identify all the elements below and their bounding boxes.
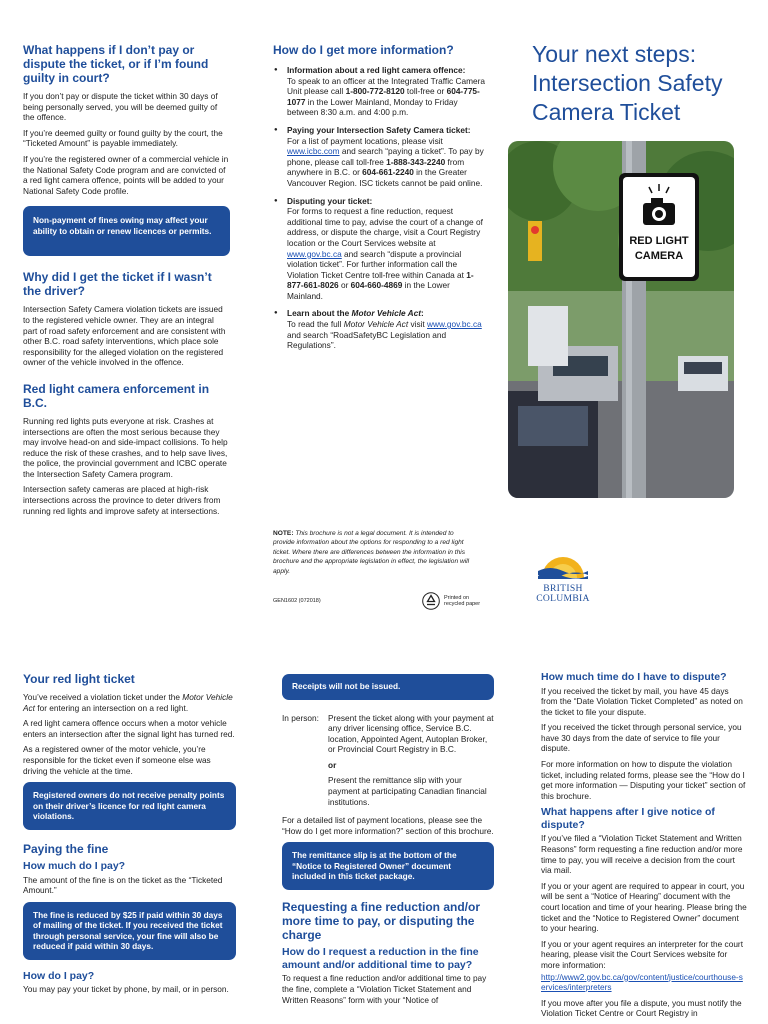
heading-request-reduction: How do I request a reduction in the fine amount and/or additional time to pay? [282,946,479,971]
para: Intersection Safety Camera violation tickets are issued to the registered vehicle owner. They are an integral part of road safety enforcement and are consistent with other B.C. road safety interventions, which place sole responsibility for the alleged violation on the registered owner of the vehicle involved in the offence. [23,304,226,368]
callout-receipts: Receipts will not be issued. [282,674,494,700]
callout-penalty-points: Registered owners do not receive penalty points on their driver’s licence for red light camera violations. [23,782,236,830]
para: For a detailed list of payment locations, please see the “How do I get more information?” section of this brochure. [282,815,494,836]
in-person-option: In person: Present the ticket along with your payment at any driver licensing office, Service B.C. location, Appointed Agent, Autoplan Broker, or Provincial Court Registry in B.C. [282,712,494,755]
list-item: ● Paying your Intersection Safety Camera ticket: For a list of payment locations, please visit www.icbc.com and search “paying a ticket”. To pay by phone, please call toll-free 1-888-343-2240 from anywhere in B.C. or 604-661-2240 in the Greater Vancouver Region. ISC tickets cannot be paid online. [273,125,485,189]
heading-how-pay: How do I pay? [23,969,95,982]
para: If you received the ticket through personal service, you have 30 days from the date of service to file your dispute. [541,722,742,754]
col-bottom-right [541,671,747,1024]
list-item: ● Disputing your ticket: For forms to request a fine reduction, request additional time to pay, advise the court of a change of address, or dispute the charge, visit a Court Registry location or the Court Services website at www.gov.bc.ca and search “dispute a provincial violation ticket”. For further information call the Violation Ticket Centre toll-free within Canada at 1-877-661-8026 or 604-660-4869 in the Lower Mainland. [273,196,485,302]
para: For more information on how to dispute the violation ticket, including related forms, please see the “How do I get more information — Disputing your ticket” section of this brochure. [541,759,746,801]
callout-non-payment: Non-payment of fines owing may affect your ability to obtain or renew licences or permits. [23,206,230,256]
bc-government-logo [530,545,596,604]
para: To request a fine reduction and/or additional time to pay the fine, complete a “Violation Ticket Statement and Written Reasons” form with your “Notice of [282,973,487,1005]
para: If you move after you file a dispute, you must notify the Violation Ticket Centre or Court Registry in [541,997,742,1019]
or-divider: or [328,759,337,770]
icbc-link[interactable]: www.icbc.com [287,146,340,157]
heading-why-ticket: Why did I get the ticket if I wasn’t the driver? [23,270,212,299]
sign-text-1: RED LIGHT [629,235,689,247]
para: If you’re the registered owner of a commercial vehicle in the National Safety Code program and are convicted of a red light camera offence, points will be added to your National Safety Code profile. [23,153,229,196]
col-top-left [23,43,230,521]
sign-text-2: CAMERA [634,250,684,262]
para: If you don’t pay or dispute the ticket within 30 days of being personally served, you will be deemed guilty of the offence. [23,91,218,123]
para: Present the remittance slip with your payment at participating Canadian financial institutions. [328,775,487,807]
doc-code: GEN1602 (072018) [273,598,321,604]
para: Intersection safety cameras are placed at high-risk intersections across the province to deter drivers from running red lights and improve safety at intersections. [23,484,221,516]
para: If you’re deemed guilty or found guilty by the court, the “Ticketed Amount” is payable immediately. [23,127,223,149]
para: If you received the ticket by mail, you have 45 days from the “Date Violation Ticket Completed” as noted on the ticket to file your dispute. [541,685,743,717]
bc-wordmark-1: BRITISH [543,583,583,594]
gov-bc-link[interactable]: www.gov.bc.ca [427,319,482,330]
heading-after-notice: What happens after I give notice of dispute? [541,806,715,831]
list-item: ● Information about a red light camera offence: To speak to an officer at the Integrated Traffic Camera Unit please call 1-800-772-8120 toll-free or 604-775-1077 in the Lower Mainland, Monday to Friday between 8:30 a.m. and 4:00 p.m. [273,65,485,118]
heading-how-much: How much do I pay? [23,860,126,873]
interpreters-link[interactable]: http://www2.gov.bc.ca/gov/content/justice/courthouse-services/interpreters [541,971,743,993]
col-bottom-middle [282,674,494,1010]
bc-sun-icon [536,545,590,579]
para: You’ve received a violation ticket under the Motor Vehicle Act for entering an intersection on a red light. [23,692,233,713]
heading-paying-fine: Paying the fine [23,842,109,857]
heading-more-info: How do I get more information? [273,43,454,57]
heading-how-much-time: How much time do I have to dispute? [541,671,727,683]
para: The amount of the fine is on the ticket as the “Ticketed Amount.” [23,874,223,896]
recycle-icon [422,592,440,610]
brochure-title: Your next steps: Intersection Safety Camera Ticket [532,41,723,125]
callout-fine-reduced: The fine is reduced by $25 if paid within 30 days of mailing of the ticket. If you received the ticket through personal service, your fine will also be reduced if paid within 30 days. [23,902,236,960]
para: Running red lights puts everyone at risk. Crashes at intersections are often the most serious because they may involve head-on and side-impact collisions. To help reduce the risk of these crashes, and to help save lives, the police, the provincial government and ICBC operate the Intersection Safety Camera program. [23,415,228,479]
para: If you’ve filed a “Violation Ticket Statement and Written Reasons” form requesting a fine reduction and/or more time to pay, you will receive a decision from the court via mail. [541,833,743,876]
para: If you or your agent requires an interpreter for the court hearing, please visit the Court Services website for more information: [541,938,743,970]
bc-wordmark-2: COLUMBIA [536,593,590,604]
red-light-camera-photo [508,141,734,498]
recycled-paper-mark: Printed on recycled paper [422,592,484,610]
col-top-middle [273,43,485,358]
heading-dont-pay: What happens if I don’t pay or dispute the ticket, or if I’m found guilty in court? [23,43,209,85]
callout-remittance-slip: The remittance slip is at the bottom of the “Notice to Registered Owner” document included in this ticket package. [282,842,494,890]
legal-note: NOTE: This brochure is not a legal document. It is intended to provide information about the options for responding to a red light ticket. Where there are differences between the information in this brochure and the appropriate legislation in effect, the legislation will apply. [273,530,470,575]
heading-red-light-ticket: Your red light ticket [23,672,135,686]
para: You may pay your ticket by phone, by mail, or in person. [23,984,229,995]
heading-enforcement: Red light camera enforcement in B.C. [23,381,210,410]
gov-bc-link[interactable]: www.gov.bc.ca [287,248,342,259]
col-bottom-left [23,672,236,1000]
heading-requesting: Requesting a fine reduction and/or more time to pay, or disputing the charge [282,900,481,943]
para [541,972,747,993]
para: As a registered owner of the motor vehicle, you’re responsible for the ticket even if someone else was driving the vehicle at the time. [23,744,211,776]
list-item: ● Learn about the Motor Vehicle Act: To read the full Motor Vehicle Act visit www.gov.bc.ca and search “RoadSafetyBC Legislation and Regulations”. [273,308,485,350]
para: If you or your agent are required to appear in court, you will be sent a “Notice of Hearing” document with the court location and time of your hearing. Please bring the ticket and the “Notice to Registered Owner” document to your hearing. [541,880,747,934]
info-list [273,65,485,351]
para: A red light camera offence occurs when a motor vehicle enters an intersection after the signal light has turned red. [23,718,235,739]
